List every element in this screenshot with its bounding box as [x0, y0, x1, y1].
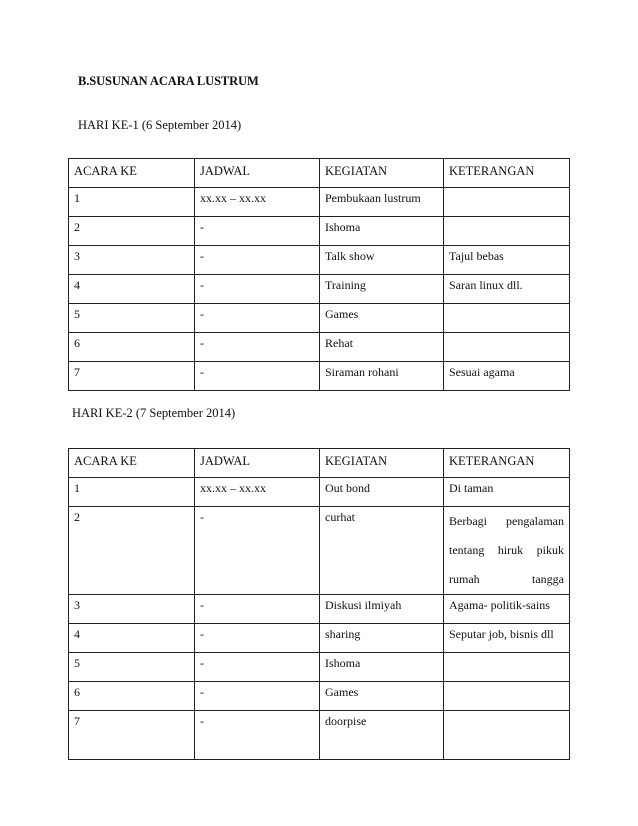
header-kegiatan: KEGIATAN [320, 159, 444, 188]
cell-jadwal: - [195, 275, 320, 304]
table-row [69, 304, 570, 333]
cell-kegiatan: curhat [320, 507, 444, 595]
cell-kegiatan: Training [320, 275, 444, 304]
table-header-row [69, 449, 570, 478]
cell-jadwal: - [195, 711, 320, 760]
cell-acara-ke: 2 [69, 217, 195, 246]
table-row [69, 478, 570, 507]
header-jadwal: JADWAL [195, 449, 320, 478]
table-row [69, 595, 570, 624]
cell-acara-ke: 5 [69, 653, 195, 682]
header-jadwal: JADWAL [195, 159, 320, 188]
cell-acara-ke: 4 [69, 624, 195, 653]
day2-label: HARI KE-2 (7 September 2014) [72, 406, 236, 420]
header-acara-ke: ACARA KE [69, 449, 195, 478]
table-row [69, 246, 570, 275]
header-acara-ke: ACARA KE [69, 159, 195, 188]
cell-acara-ke: 6 [69, 333, 195, 362]
table-row [69, 507, 570, 595]
table-row [69, 275, 570, 304]
cell-keterangan [444, 653, 570, 682]
cell-keterangan: Tajul bebas [444, 246, 570, 275]
header-keterangan: KETERANGAN [444, 449, 570, 478]
cell-keterangan [444, 682, 570, 711]
cell-acara-ke: 1 [69, 478, 195, 507]
cell-kegiatan: sharing [320, 624, 444, 653]
cell-acara-ke: 3 [69, 595, 195, 624]
section-heading: B.SUSUNAN ACARA LUSTRUM [78, 74, 259, 88]
cell-jadwal: - [195, 217, 320, 246]
cell-keterangan: Saran linux dll. [444, 275, 570, 304]
cell-acara-ke: 7 [69, 711, 195, 760]
cell-keterangan: Di taman [444, 478, 570, 507]
cell-jadwal: - [195, 333, 320, 362]
day2-schedule-table [68, 448, 570, 760]
header-keterangan: KETERANGAN [444, 159, 570, 188]
table-row [69, 711, 570, 760]
cell-kegiatan: Pembukaan lustrum [320, 188, 444, 217]
cell-jadwal: xx.xx – xx.xx [195, 478, 320, 507]
cell-acara-ke: 5 [69, 304, 195, 333]
cell-kegiatan: Games [320, 304, 444, 333]
cell-kegiatan: Out bond [320, 478, 444, 507]
day1-label: HARI KE-1 (6 September 2014) [78, 118, 242, 132]
cell-keterangan: Agama- politik-sains [444, 595, 570, 624]
table-row [69, 682, 570, 711]
cell-kegiatan: Games [320, 682, 444, 711]
table-row [69, 333, 570, 362]
cell-acara-ke: 7 [69, 362, 195, 391]
cell-keterangan [444, 217, 570, 246]
day1-schedule-table [68, 158, 570, 391]
cell-jadwal: - [195, 304, 320, 333]
cell-keterangan: Seputar job, bisnis dll [444, 624, 570, 653]
cell-keterangan: Sesuai agama [444, 362, 570, 391]
cell-acara-ke: 2 [69, 507, 195, 595]
cell-kegiatan: doorpise [320, 711, 444, 760]
cell-jadwal: - [195, 595, 320, 624]
header-kegiatan: KEGIATAN [320, 449, 444, 478]
cell-acara-ke: 4 [69, 275, 195, 304]
table-row [69, 624, 570, 653]
table-row [69, 188, 570, 217]
cell-keterangan [444, 304, 570, 333]
cell-kegiatan: Talk show [320, 246, 444, 275]
cell-kegiatan: Diskusi ilmiyah [320, 595, 444, 624]
cell-jadwal: - [195, 653, 320, 682]
cell-kegiatan: Rehat [320, 333, 444, 362]
cell-keterangan: Berbagi pengalaman tentang hiruk pikuk rumah tangga [444, 507, 570, 595]
cell-jadwal: xx.xx – xx.xx [195, 188, 320, 217]
cell-kegiatan: Ishoma [320, 217, 444, 246]
cell-kegiatan: Siraman rohani [320, 362, 444, 391]
table-header-row [69, 159, 570, 188]
cell-keterangan [444, 188, 570, 217]
cell-jadwal: - [195, 507, 320, 595]
cell-jadwal: - [195, 624, 320, 653]
cell-jadwal: - [195, 246, 320, 275]
cell-acara-ke: 3 [69, 246, 195, 275]
cell-kegiatan: Ishoma [320, 653, 444, 682]
cell-keterangan [444, 333, 570, 362]
table-row [69, 362, 570, 391]
cell-keterangan [444, 711, 570, 760]
cell-acara-ke: 1 [69, 188, 195, 217]
cell-jadwal: - [195, 362, 320, 391]
table-row [69, 653, 570, 682]
cell-jadwal: - [195, 682, 320, 711]
table-row [69, 217, 570, 246]
cell-acara-ke: 6 [69, 682, 195, 711]
